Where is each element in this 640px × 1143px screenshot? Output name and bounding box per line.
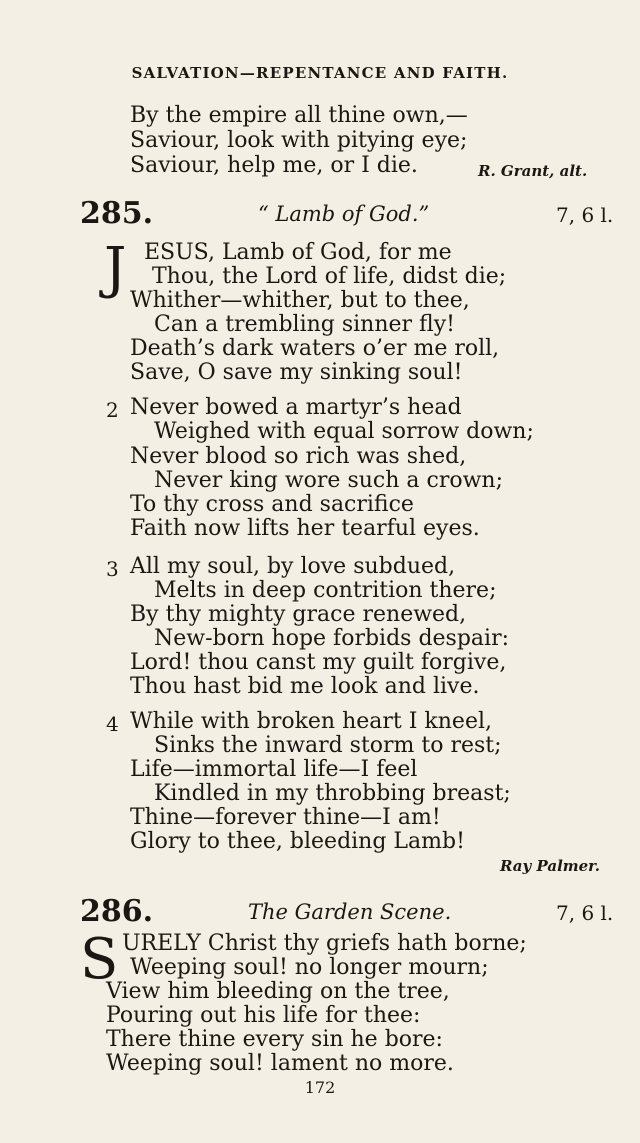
- drop-cap: J: [104, 236, 127, 301]
- attribution: Ray Palmer.: [500, 857, 600, 875]
- hymn-number: 286.: [80, 894, 154, 929]
- verse-line: Weeping soul! lament no more.: [106, 1051, 454, 1076]
- verse-line: To thy cross and sacrifice: [130, 492, 414, 517]
- hymn-meter: 7, 6 l.: [556, 901, 614, 925]
- stanza-number: 4: [106, 712, 119, 736]
- verse-line: While with broken heart I kneel,: [130, 709, 493, 734]
- verse-line: Death’s dark waters o’er me roll,: [130, 336, 500, 361]
- verse-line: Never king wore such a crown;: [154, 468, 503, 493]
- verse-line: URELY Christ thy griefs hath borne;: [122, 931, 527, 956]
- verse-line: Thou, the Lord of life, didst die;: [152, 264, 507, 289]
- verse-line: Can a trembling sinner fly!: [154, 312, 455, 337]
- hymn-title: “ Lamb of God.”: [258, 202, 430, 226]
- verse-line: Thine—forever thine—I am!: [130, 805, 441, 830]
- verse-line: Melts in deep contrition there;: [154, 578, 497, 603]
- verse-line: Never blood so rich was shed,: [130, 444, 467, 469]
- verse-line: View him bleeding on the tree,: [106, 979, 450, 1004]
- verse-line: By thy mighty grace renewed,: [130, 602, 467, 627]
- hymn-title: The Garden Scene.: [248, 900, 452, 924]
- verse-line: Saviour, look with pitying eye;: [130, 128, 468, 153]
- verse-line: Saviour, help me, or I die.: [130, 153, 418, 178]
- running-head: SALVATION—REPENTANCE AND FAITH.: [131, 64, 509, 82]
- verse-line: ESUS, Lamb of God, for me: [144, 240, 452, 265]
- verse-line: All my soul, by love subdued,: [130, 554, 456, 579]
- stanza-number: 3: [106, 557, 119, 581]
- drop-cap: S: [80, 927, 119, 992]
- verse-line: Thou hast bid me look and live.: [130, 674, 480, 699]
- verse-line: By the empire all thine own,—: [130, 103, 468, 128]
- page-number: 172: [304, 1078, 336, 1097]
- verse-line: Kindled in my throbbing breast;: [154, 781, 511, 806]
- attribution: R. Grant, alt.: [478, 162, 588, 180]
- verse-line: Pouring out his life for thee:: [106, 1003, 421, 1028]
- verse-line: Glory to thee, bleeding Lamb!: [130, 829, 465, 854]
- verse-line: Life—immortal life—I feel: [130, 757, 418, 782]
- verse-line: Sinks the inward storm to rest;: [154, 733, 502, 758]
- verse-line: Lord! thou canst my guilt forgive,: [130, 650, 507, 675]
- verse-line: Weeping soul! no longer mourn;: [130, 955, 489, 980]
- verse-line: Weighed with equal sorrow down;: [154, 419, 534, 444]
- verse-line: New-born hope forbids despair:: [154, 626, 509, 651]
- hymn-meter: 7, 6 l.: [556, 203, 614, 227]
- stanza-number: 2: [106, 398, 119, 422]
- verse-line: There thine every sin he bore:: [106, 1027, 443, 1052]
- hymn-number: 285.: [80, 196, 154, 231]
- verse-line: Never bowed a martyr’s head: [130, 395, 462, 420]
- verse-line: Save, O save my sinking soul!: [130, 360, 463, 385]
- verse-line: Whither—whither, but to thee,: [130, 288, 470, 313]
- verse-line: Faith now lifts her tearful eyes.: [130, 516, 480, 541]
